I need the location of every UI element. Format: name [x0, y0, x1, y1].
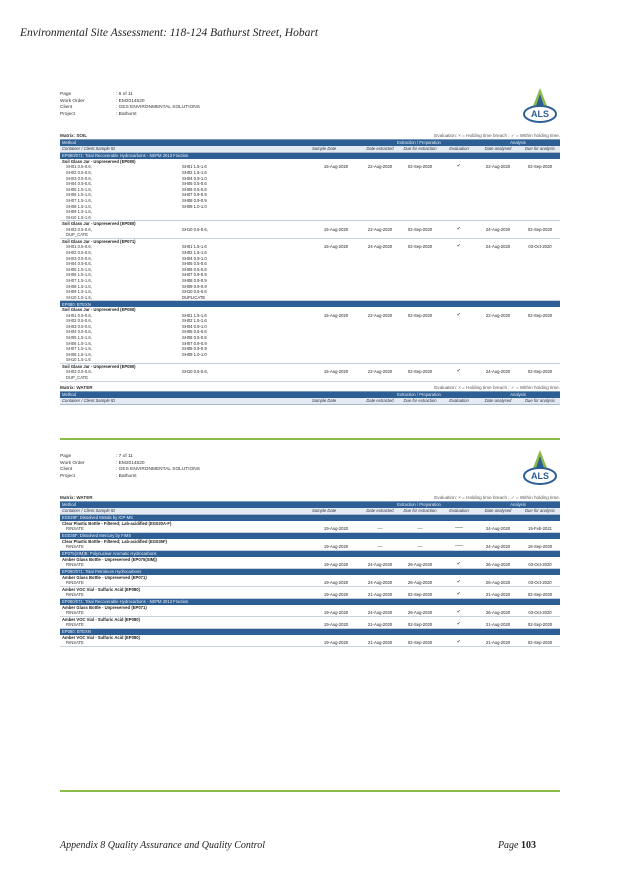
sample-depth: SH01 1.5-1.6 [182, 312, 207, 318]
als-logo [522, 86, 558, 126]
sample-depth: SH06 0.5-0.6 [182, 335, 207, 341]
als-logo [522, 448, 558, 488]
sample-depth: SH08 0.9-0.9 [182, 277, 207, 283]
due-extraction-cell: ---- [398, 526, 442, 532]
meta-label: Work Order [60, 98, 85, 104]
sample-date-cell: 15-Aug-2020 [310, 244, 362, 300]
svg-text:ALS: ALS [531, 471, 549, 481]
client-sample-id: SH03 0.5-0.6, [66, 323, 92, 329]
container-name: Soil Glass Jar - Unpreserved (EP080) [62, 307, 136, 313]
client-sample-id: SH04 0.5-0.6, [66, 329, 92, 335]
client-sample-id: SH04 0.5-0.6, [66, 181, 92, 187]
due-analysis-cell: 16-Sep-2020 [520, 544, 560, 550]
date-extracted-header: Date extracted [362, 146, 398, 153]
sample-depth: SH02 1.5-1.6 [182, 170, 207, 175]
date-analysed-cell: 21-Aug-2020 [476, 640, 520, 646]
eval1-cell: ---- [442, 526, 476, 532]
date-analysed-cell: 24-Aug-2020 [476, 526, 520, 532]
container-name: Soil Glass Jar - Unpreserved (EP080) [62, 221, 136, 227]
sample-depth-list [180, 369, 310, 381]
date-extracted-cell: 21-Aug-2020 [362, 622, 398, 628]
date-analysed-cell: 26-Aug-2020 [476, 562, 520, 568]
client-sample-id: SH05 1.5-1.6, [66, 335, 92, 341]
date-extracted-header: Date extracted [362, 398, 398, 405]
meta-label: Project [60, 111, 75, 117]
eval1-cell: ✓ [442, 610, 476, 616]
matrix-bar [60, 132, 560, 140]
matrix-bar [60, 494, 560, 502]
date-analysed-header: Date analysed [476, 398, 520, 405]
due-extraction-cell: 02-Sep-2020 [398, 369, 442, 381]
sample-depth: SH04 0.9-1.0 [182, 255, 207, 261]
due-analysis-cell: 03-Oct-2020 [520, 610, 560, 616]
due-analysis-cell: 03-Oct-2020 [520, 580, 560, 586]
sample-depth: SH10 0.5-0.6 [182, 289, 207, 295]
due-analysis-cell: 02-Sep-2020 [520, 164, 560, 220]
analysis-header: Analysis [476, 140, 560, 146]
sample-depth: SH08 0.9-0.9 [182, 197, 207, 203]
sample-depth: SH05 0.5-0.6 [182, 329, 207, 335]
meta-value: : EM2014520 [116, 98, 145, 104]
meta-label: Client [60, 105, 73, 111]
sample-depth-list [180, 313, 310, 364]
date-analysed-cell: 21-Aug-2020 [476, 622, 520, 628]
eval1-cell: ✓ [442, 562, 476, 568]
section-divider [60, 438, 560, 440]
sample-depth: SH04 0.9-1.0 [182, 175, 207, 181]
eval1-cell: ✓ [442, 580, 476, 586]
sample-group-row [60, 313, 560, 364]
due-extraction-cell: 02-Sep-2020 [398, 227, 442, 239]
method-header: Method [60, 502, 310, 508]
eval1-cell: ✓ [442, 622, 476, 628]
table-subheader-row [60, 398, 560, 405]
sample-group-row [60, 164, 560, 220]
date-extracted-cell: 22-Aug-2020 [362, 164, 398, 220]
date-extracted-cell: ---- [362, 544, 398, 550]
due-analysis-header: Due for analysis [520, 398, 560, 405]
evaluation-header: Evaluation [442, 146, 476, 153]
date-extracted-cell: 24-Aug-2020 [362, 562, 398, 568]
due-analysis-cell: 02-Sep-2020 [520, 369, 560, 381]
due-analysis-header: Due for analysis [520, 508, 560, 515]
client-sample-id: SH01 0.5-0.6, [66, 312, 92, 318]
sample-depth-list [180, 164, 310, 220]
client-sample-id: SH03 0.5-0.6, [66, 255, 92, 261]
sample-date-cell: 15-Aug-2020 [310, 313, 362, 364]
method-section-title: EP080: BTEXN [60, 301, 560, 308]
client-sample-id: SH06 1.5-1.6, [66, 272, 92, 278]
method-section-title: EP080/071: Total Petroleum Hydrocarbons [60, 569, 560, 576]
client-sample-id: SH06 1.5-1.6, [66, 340, 92, 346]
date-extracted-cell: 24-Aug-2020 [362, 244, 398, 300]
due-extraction-header: Due for extraction [398, 398, 442, 405]
extraction-header: Extraction / Preparation [362, 392, 476, 398]
date-extracted-cell: 21-Aug-2020 [362, 592, 398, 598]
due-extraction-header: Due for extraction [398, 146, 442, 153]
water-header-table [60, 392, 560, 405]
holding-time-table [60, 140, 560, 382]
due-analysis-cell: 02-Sep-2020 [520, 640, 560, 646]
date-extracted-cell: ---- [362, 526, 398, 532]
eval1-cell: ✓ [442, 164, 476, 220]
sample-depth: SH05 0.5-0.6 [182, 181, 207, 187]
sample-date-cell: 19-Aug-2020 [310, 592, 362, 598]
evaluation-legend-water: Evaluation: × = Holding time breach ; ✓ = Within holding time. [434, 384, 560, 390]
date-analysed-cell: 21-Aug-2020 [476, 592, 520, 598]
due-analysis-cell: 15-Feb-2021 [520, 526, 560, 532]
sample-depth: SH02 1.5-1.6 [182, 318, 207, 324]
client-sample-id: SH02 0.5-0.6, [66, 249, 92, 255]
due-extraction-header: Due for extraction [398, 508, 442, 515]
meta-value: : EM2014520 [116, 460, 145, 466]
eval1-cell: ✓ [442, 227, 476, 239]
client-sample-id: SH03 0.5-0.6, [66, 175, 92, 181]
date-extracted-cell: 21-Aug-2020 [362, 640, 398, 646]
meta-label: Work Order [60, 460, 85, 466]
client-sample-id: RINSATE [66, 640, 84, 646]
meta-label: Client [60, 467, 73, 473]
client-sample-id: SH04 0.5-0.6, [66, 261, 92, 267]
sample-group-row [60, 640, 560, 646]
sample-group-row [60, 244, 560, 300]
container-name: Amber VOC Vial - Sulfuric Acid (EP080) [62, 617, 140, 622]
client-sample-list [60, 227, 180, 239]
date-analysed-cell: 24-Aug-2020 [476, 227, 520, 239]
evaluation-header: Evaluation [442, 508, 476, 515]
due-extraction-cell: 26-Aug-2020 [398, 610, 442, 616]
analysis-header: Analysis [476, 392, 560, 398]
matrix-label: Matrix: WATER [60, 495, 93, 500]
client-sample-id: SH08 1.5-1.6, [66, 283, 92, 289]
document-header-title: Environmental Site Assessment: 118-124 Bathurst Street, Hobart [20, 27, 319, 39]
holding-time-report-page-1 [60, 88, 560, 405]
eval1-cell: ---- [442, 544, 476, 550]
meta-value: : GES ENVIRONMENTAL SOLUTIONS [116, 105, 200, 111]
due-analysis-cell: 02-Sep-2020 [520, 227, 560, 239]
due-extraction-cell: 26-Aug-2020 [398, 580, 442, 586]
meta-value: : 6 of 11 [116, 92, 133, 97]
meta-value: : Bathurst [116, 473, 137, 479]
eval1-cell: ✓ [442, 369, 476, 381]
client-sample-id: RINSATE [66, 622, 84, 628]
sample-depth: SH08 0.9-0.9 [182, 346, 207, 352]
client-sample-id: DUP_CATE [66, 375, 89, 381]
due-extraction-cell: 02-Sep-2020 [398, 313, 442, 364]
container-name: Amber VOC Vial - Sulfuric Acid (EP080) [62, 635, 140, 640]
eval1-cell: ✓ [442, 592, 476, 598]
date-analysed-cell: 24-Aug-2020 [476, 544, 520, 550]
sample-depth: SH07 0.9-0.9 [182, 192, 207, 198]
container-name: Amber Glass Bottle - Unpreserved (EP075(SIM)) [62, 557, 157, 562]
client-sample-id: RINSATE [66, 592, 84, 598]
client-sample-list [60, 313, 180, 364]
due-analysis-cell: 03-Oct-2020 [520, 562, 560, 568]
date-analysed-cell: 22-Aug-2020 [476, 164, 520, 220]
due-analysis-cell: 03-Oct-2020 [520, 244, 560, 300]
matrix-bar-water [60, 384, 560, 392]
sample-depth: SH10 0.5-0.6, [182, 226, 208, 232]
footer-appendix-title: Appendix 8 Quality Assurance and Quality Control [60, 840, 265, 851]
meta-label: Page [60, 92, 72, 97]
evaluation-header: Evaluation [442, 398, 476, 405]
matrix-label-water: Matrix: WATER [60, 384, 93, 390]
method-section-title: EG020F: Dissolved Metals by ICP-MS [60, 515, 560, 522]
client-sample-list [60, 244, 180, 300]
sample-depth: DUPLICATE [182, 294, 206, 300]
date-analysed-header: Date analysed [476, 508, 520, 515]
meta-value: : GES ENVIRONMENTAL SOLUTIONS [116, 467, 200, 473]
sample-date-cell: 19-Aug-2020 [310, 640, 362, 646]
method-header: Method [60, 392, 310, 398]
client-sample-id: SH10 1.5-1.6 [66, 214, 91, 220]
sample-group-row [60, 369, 560, 381]
client-sample-id: SH01 0.5-0.6, [66, 244, 92, 250]
container-header: Container / Client Sample ID [60, 508, 310, 515]
sample-date-cell: 19-Aug-2020 [310, 580, 362, 586]
meta-label: Project [60, 473, 75, 479]
sample-depth: SH04 0.9-1.0 [182, 323, 207, 329]
report-meta [60, 450, 560, 494]
sample-date-cell: 19-Aug-2020 [310, 526, 362, 532]
client-sample-list [60, 369, 180, 381]
container-name: Soil Glass Jar - Unpreserved (EP080) [62, 159, 136, 164]
client-sample-id: RINSATE [66, 544, 84, 550]
client-sample-id: SH03 0.5-0.6, [66, 369, 92, 375]
due-extraction-cell: 02-Sep-2020 [398, 640, 442, 646]
sample-date-cell: 19-Aug-2020 [310, 544, 362, 550]
report-meta [60, 88, 560, 132]
container-header: Container / Client Sample ID [60, 398, 310, 405]
method-section-title: EP080/071: Total Recoverable Hydrocarbons - NEPM 2013 Fraction [60, 599, 560, 606]
client-sample-id: SH08 1.5-1.6, [66, 203, 92, 209]
client-sample-id: RINSATE [66, 610, 84, 616]
client-sample-id: SH08 1.5-1.6, [66, 351, 92, 357]
holding-time-table [60, 502, 560, 647]
evaluation-legend: Evaluation: × = Holding time breach ; ✓ = Within holding time. [434, 495, 560, 500]
sample-depth: SH05 0.5-0.6 [182, 261, 207, 267]
date-analysed-header: Date analysed [476, 146, 520, 153]
date-extracted-cell: 22-Aug-2020 [362, 369, 398, 381]
method-section-title: EP075(SIM)B: Polynuclear Aromatic Hydrocarbons [60, 551, 560, 558]
date-extracted-cell: 22-Aug-2020 [362, 313, 398, 364]
sample-date-cell: 15-Aug-2020 [310, 227, 362, 239]
client-sample-id: SH01 0.5-0.6, [66, 164, 92, 170]
due-analysis-cell: 02-Sep-2020 [520, 592, 560, 598]
client-sample-list [60, 640, 180, 646]
client-sample-id: SH05 1.5-1.6, [66, 266, 92, 272]
svg-text:ALS: ALS [531, 109, 549, 119]
container-name: Soil Glass Jar - Unpreserved (EP071) [62, 238, 136, 244]
sample-depth: SH09 1.0-1.0 [182, 351, 207, 357]
sample-depth: SH07 0.9-0.9 [182, 272, 207, 278]
container-name: Amber Glass Bottle - Unpreserved (EP071) [62, 605, 147, 610]
method-section-title: EP080/071: Total Recoverable Hydrocarbons - NEPM 2013 Fraction [60, 153, 560, 160]
client-sample-list [60, 164, 180, 220]
client-sample-id: SH10 1.5-1.6, [66, 294, 92, 300]
client-sample-id: SH02 0.5-0.6, [66, 318, 92, 324]
extraction-header: Extraction / Preparation [362, 140, 476, 146]
container-name: Clear Plastic Bottle - Filtered; Lab-acidified (EG035F) [62, 539, 167, 544]
method-section-title: EG035F: Dissolved Mercury by FIMS [60, 533, 560, 540]
date-analysed-cell: 26-Aug-2020 [476, 610, 520, 616]
sample-depth-list [180, 640, 310, 646]
container-name: Clear Plastic Bottle - Filtered; Lab-acidified (EG020A-F) [62, 521, 172, 526]
client-sample-id: SH10 1.5-1.6 [66, 357, 91, 363]
meta-value: : 7 of 11 [116, 454, 133, 459]
date-extracted-cell: 24-Aug-2020 [362, 580, 398, 586]
date-analysed-cell: 24-Aug-2020 [476, 244, 520, 300]
sample-date-cell: 19-Aug-2020 [310, 610, 362, 616]
sample-depth: SH01 1.5-1.6 [182, 164, 207, 170]
holding-time-report-page-2 [60, 450, 560, 647]
due-extraction-cell: 02-Sep-2020 [398, 622, 442, 628]
eval1-cell: ✓ [442, 313, 476, 364]
date-extracted-header: Date extracted [362, 508, 398, 515]
sample-depth: SH01 1.5-1.6 [182, 244, 207, 250]
extraction-header: Extraction / Preparation [362, 502, 476, 508]
client-sample-id: SH07 1.5-1.6, [66, 346, 92, 352]
client-sample-id: SH09 1.5-1.6, [66, 209, 92, 215]
sample-date-subheader: Sample Date [310, 398, 362, 405]
footer-rule [60, 790, 560, 792]
due-analysis-header: Due for analysis [520, 146, 560, 153]
client-sample-id: DUP_CATE [66, 232, 89, 238]
sample-group-row [60, 227, 560, 239]
client-sample-id: RINSATE [66, 580, 84, 586]
client-sample-id: SH07 1.5-1.6, [66, 277, 92, 283]
container-name: Soil Glass Jar - Unpreserved (EP080) [62, 364, 136, 370]
meta-value: : Bathurst [116, 111, 137, 117]
eval1-cell: ✓ [442, 640, 476, 646]
client-sample-id: RINSATE [66, 562, 84, 568]
date-extracted-cell: 24-Aug-2020 [362, 610, 398, 616]
due-analysis-cell: 02-Sep-2020 [520, 622, 560, 628]
sample-date-cell: 19-Aug-2020 [310, 622, 362, 628]
due-extraction-cell: ---- [398, 544, 442, 550]
sample-depth: SH02 1.5-1.6 [182, 249, 207, 255]
date-analysed-cell: 26-Aug-2020 [476, 580, 520, 586]
sample-depth-list [180, 227, 310, 239]
sample-depth: SH06 0.5-0.6 [182, 186, 207, 192]
client-sample-id: SH05 1.5-1.6, [66, 186, 92, 192]
due-extraction-cell: 02-Sep-2020 [398, 164, 442, 220]
sample-date-cell: 15-Aug-2020 [310, 369, 362, 381]
client-sample-id: SH02 0.5-0.6, [66, 170, 92, 175]
matrix-label: Matrix: SOIL [60, 133, 88, 138]
sample-depth: SH09 1.0-1.0 [182, 203, 207, 209]
container-name: Amber VOC Vial - Sulfuric Acid (EP080) [62, 587, 140, 592]
container-name: Amber Glass Bottle - Unpreserved (EP071) [62, 575, 147, 580]
client-sample-id: SH06 1.5-1.6, [66, 192, 92, 198]
evaluation-legend: Evaluation: × = Holding time breach ; ✓ = Within holding time. [434, 133, 560, 138]
method-header: Method [60, 140, 310, 146]
date-analysed-cell: 22-Aug-2020 [476, 313, 520, 364]
eval1-cell: ✓ [442, 244, 476, 300]
client-sample-id: SH03 0.5-0.6, [66, 226, 92, 232]
sample-date-subheader: Sample Date [310, 508, 362, 515]
method-section-title: EP080: BTEXN [60, 629, 560, 636]
sample-date-subheader: Sample Date [310, 146, 362, 153]
due-extraction-cell: 02-Sep-2020 [398, 592, 442, 598]
due-extraction-cell: 02-Sep-2020 [398, 244, 442, 300]
footer-page-number: Page 103 [497, 840, 536, 851]
date-extracted-cell: 22-Aug-2020 [362, 227, 398, 239]
sample-depth: SH10 0.5-0.6, [182, 369, 208, 375]
client-sample-id: RINSATE [66, 526, 84, 532]
sample-date-cell: 15-Aug-2020 [310, 164, 362, 220]
client-sample-id: SH09 1.5-1.6, [66, 289, 92, 295]
sample-depth-list [180, 244, 310, 300]
client-sample-id: SH07 1.5-1.6, [66, 197, 92, 203]
sample-depth: SH06 0.5-0.6 [182, 266, 207, 272]
sample-depth: SH09 0.9-0.9 [182, 283, 207, 289]
analysis-header: Analysis [476, 502, 560, 508]
sample-date-cell: 19-Aug-2020 [310, 562, 362, 568]
date-analysed-cell: 24-Aug-2020 [476, 369, 520, 381]
sample-depth: SH07 0.9-0.9 [182, 340, 207, 346]
container-header: Container / Client Sample ID [60, 146, 310, 153]
meta-label: Page [60, 454, 72, 459]
due-extraction-cell: 26-Aug-2020 [398, 562, 442, 568]
due-analysis-cell: 02-Sep-2020 [520, 313, 560, 364]
